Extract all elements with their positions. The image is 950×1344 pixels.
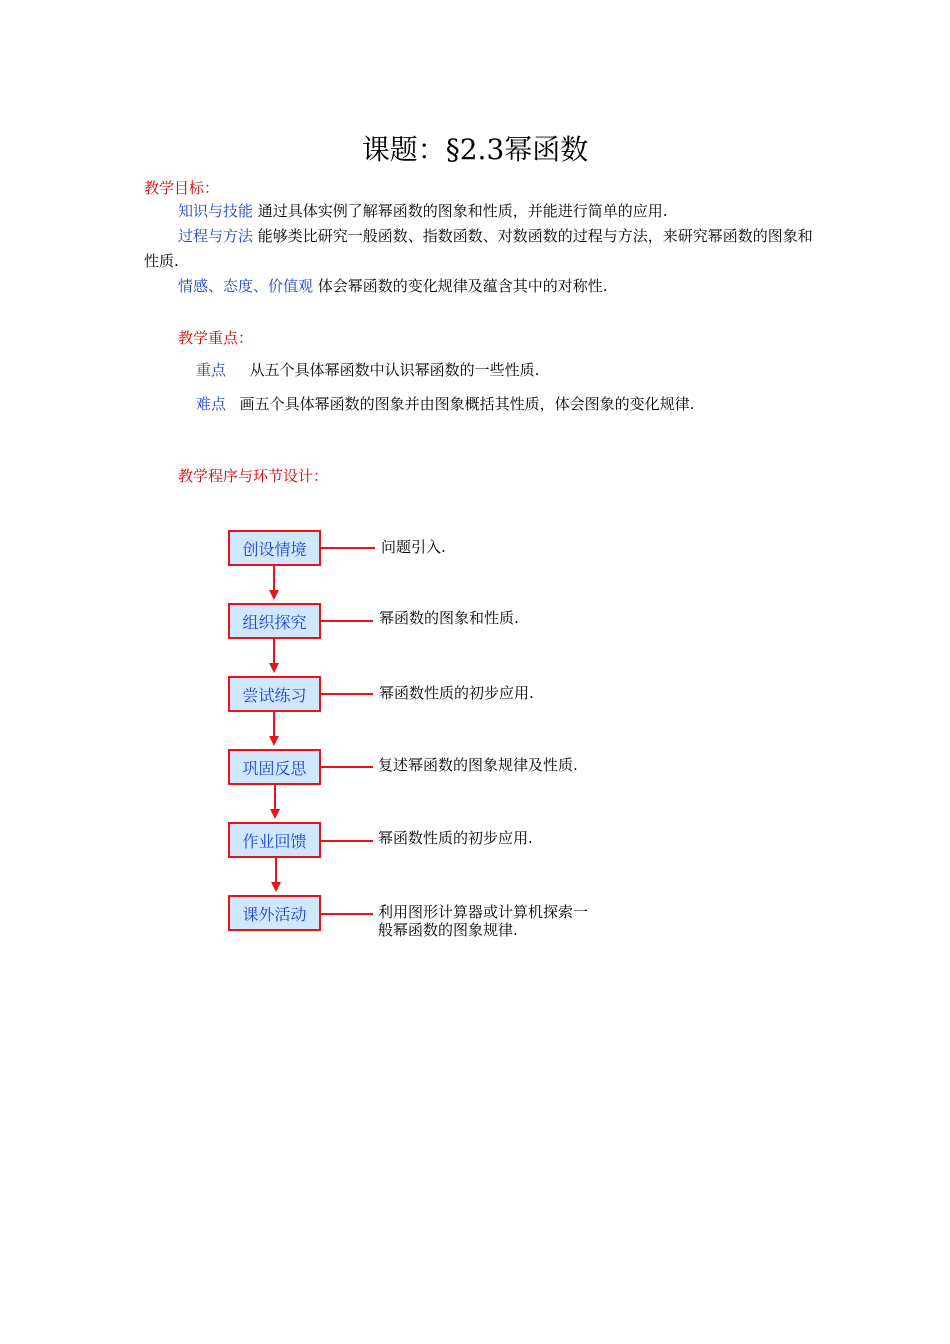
objective-label: 情感、态度、价值观: [178, 277, 314, 295]
flow-step-box: 课外活动: [228, 895, 321, 931]
connector-line: [321, 547, 375, 549]
objective-process: [144, 224, 814, 274]
arrow-down-icon: [269, 590, 279, 600]
difficult-point-text: 画五个具体幂函数的图象并由图象概括其性质，体会图象的变化规律.: [239, 395, 695, 413]
procedure-heading: 教学程序与环节设计：: [178, 467, 329, 485]
flow-step-desc: 幂函数性质的初步应用.: [378, 829, 533, 847]
flow-step-desc: 幂函数性质的初步应用.: [379, 684, 534, 702]
objective-text: 体会幂函数的变化规律及蕴含其中的对称性.: [317, 277, 608, 295]
flow-step-desc: [378, 903, 588, 939]
flow-step-box: 巩固反思: [228, 749, 321, 785]
arrow-down-icon: [269, 663, 279, 673]
objective-attitude: [144, 274, 814, 299]
flow-arrow-line: [273, 639, 275, 663]
difficult-point-label: 难点: [196, 395, 227, 413]
flow-step-desc: 幂函数的图象和性质.: [379, 609, 519, 627]
connector-line: [321, 766, 373, 768]
flow-step-desc-line: 利用图形计算器或计算机探索一: [378, 903, 589, 921]
connector-line: [321, 840, 373, 842]
flow-arrow-line: [273, 712, 275, 736]
key-point-label: 重点: [196, 361, 227, 379]
objective-text: 能够类比研究一般函数、指数函数、对数函数的过程与方法，来研究幂函数的图象和性质.: [144, 227, 813, 270]
flow-arrow-line: [273, 566, 275, 590]
difficult-point: [196, 392, 694, 417]
flow-step-desc-line: 般幂函数的图象规律.: [378, 921, 518, 939]
flow-step-desc: 问题引入.: [381, 538, 446, 556]
arrow-down-icon: [271, 882, 281, 892]
flow-step-box: 创设情境: [228, 530, 321, 566]
connector-line: [321, 913, 373, 915]
objective-text: 通过具体实例了解幂函数的图象和性质，并能进行简单的应用.: [257, 202, 668, 220]
page-title: 课题：§2.3幂函数: [361, 133, 589, 166]
key-points-heading: 教学重点：: [178, 329, 254, 347]
key-point-text: 从五个具体幂函数中认识幂函数的一些性质.: [249, 361, 540, 379]
arrow-down-icon: [269, 736, 279, 746]
key-point: [196, 358, 539, 383]
flow-step-desc: 复述幂函数的图象规律及性质.: [378, 756, 578, 774]
objective-knowledge: [144, 199, 814, 224]
objectives-heading: 教学目标：: [144, 179, 220, 197]
flow-step-box: 组织探究: [228, 603, 321, 639]
objective-label: 知识与技能: [178, 202, 254, 220]
connector-line: [321, 620, 373, 622]
flow-arrow-line: [274, 785, 276, 809]
arrow-down-icon: [270, 809, 280, 819]
objective-label: 过程与方法: [178, 227, 254, 245]
flow-arrow-line: [275, 858, 277, 882]
connector-line: [321, 693, 373, 695]
flow-step-box: 作业回馈: [228, 822, 321, 858]
flow-step-box: 尝试练习: [228, 676, 321, 712]
